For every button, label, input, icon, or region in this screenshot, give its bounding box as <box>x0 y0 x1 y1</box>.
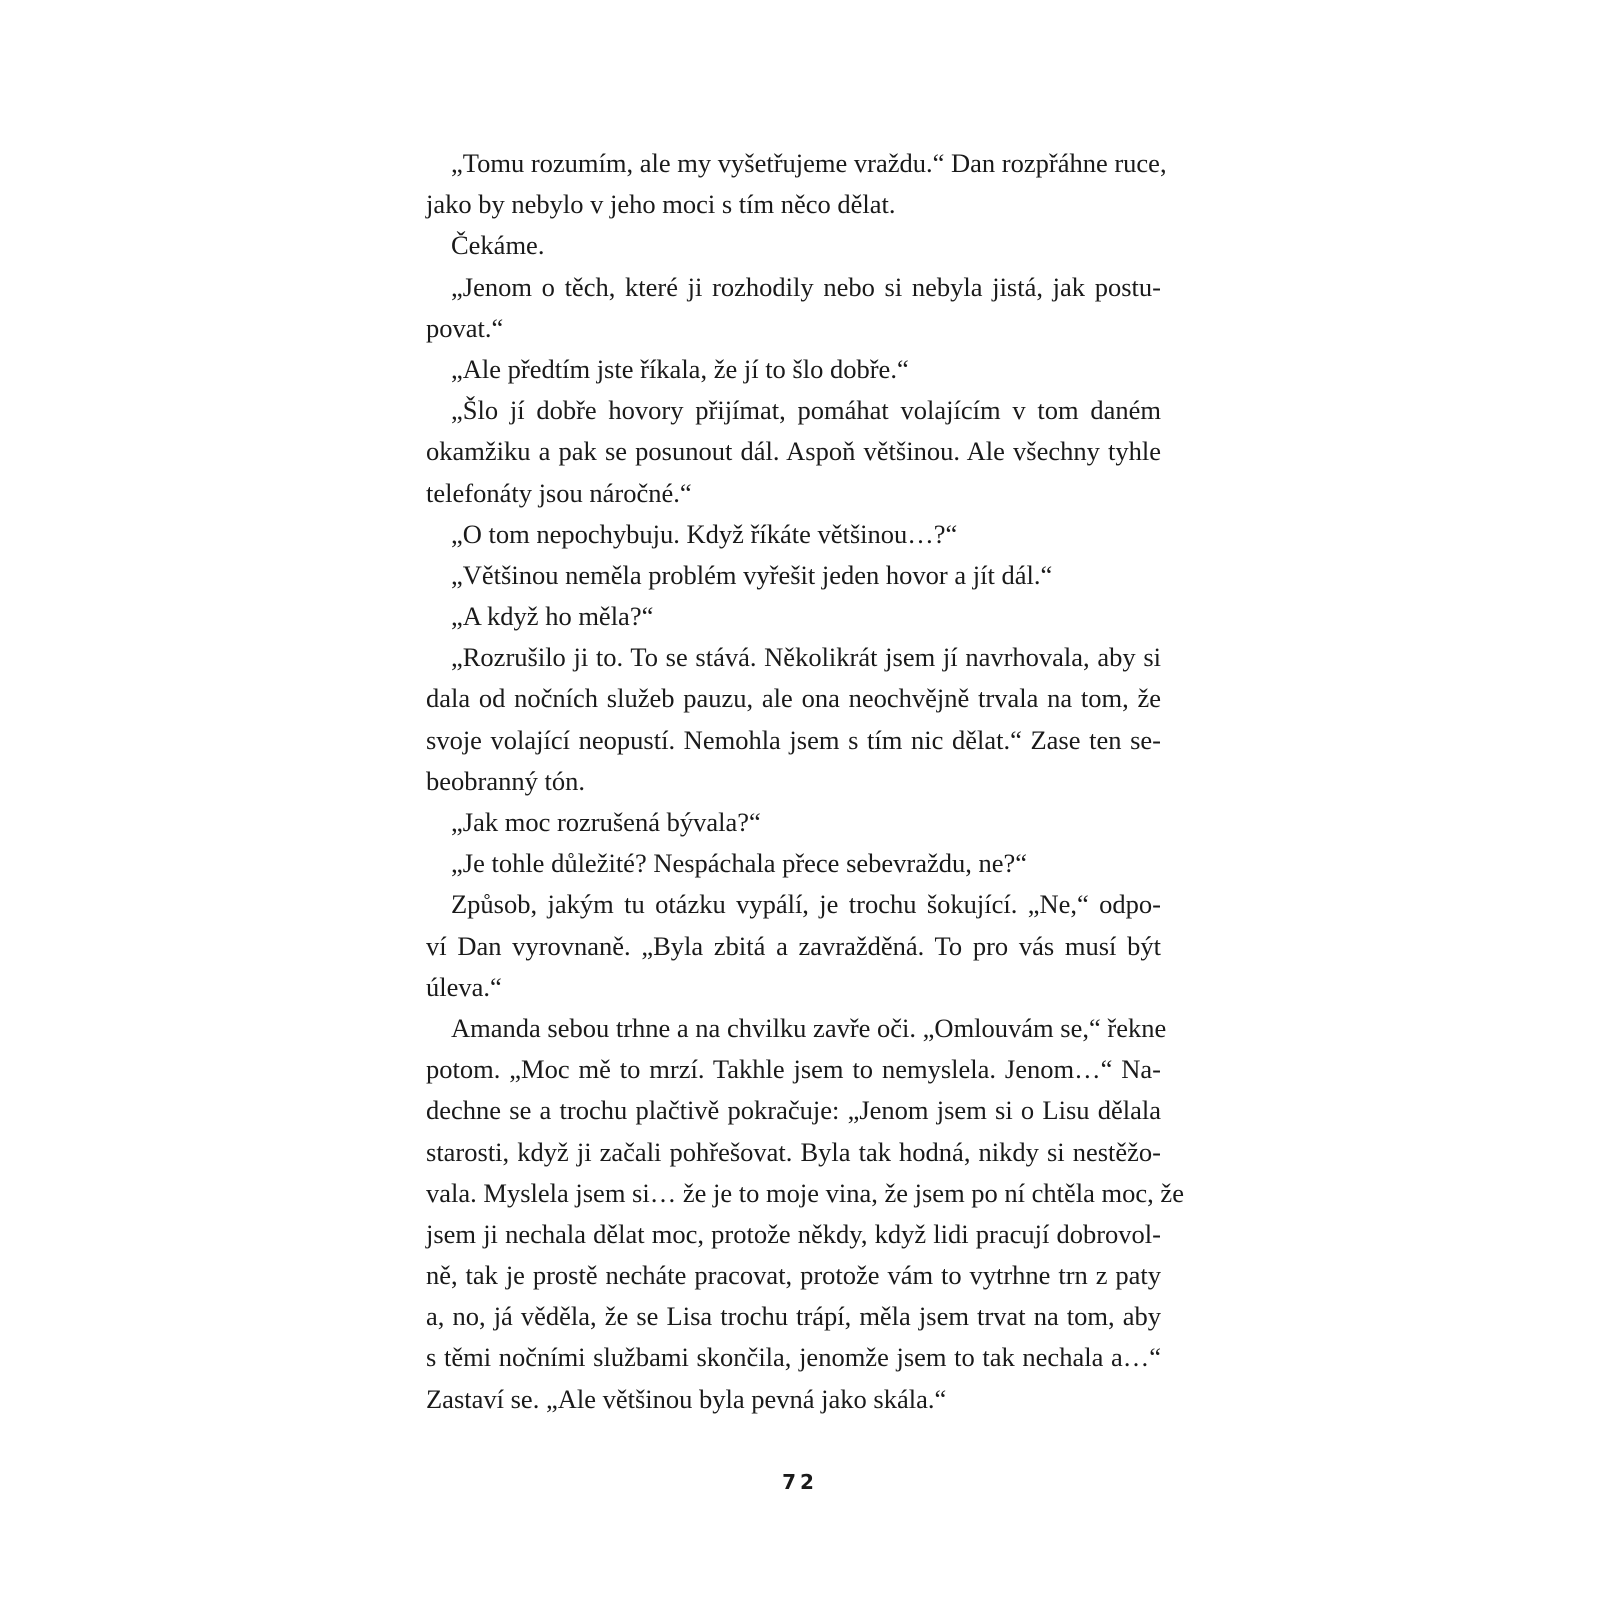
text-line: „Jak moc rozrušená bývala?“ <box>451 807 761 837</box>
text-line: Způsob, jakým tu otázku vypálí, je trochu šokující. „Ne,“ odpo- <box>451 889 1161 920</box>
text-line: potom. „Moc mě to mrzí. Takhle jsem to nemyslela. Jenom…“ Na- <box>426 1054 1161 1085</box>
text-line: ně, tak je prostě necháte pracovat, protože vám to vytrhne trn z paty <box>426 1260 1161 1291</box>
text-line: úleva.“ <box>426 971 502 1002</box>
text-line: „Jenom o těch, které ji rozhodily nebo si nebyla jistá, jak postu- <box>451 271 1161 302</box>
text-line: povat.“ <box>426 312 504 343</box>
text-line: Zastaví se. „Ale většinou byla pevná jako skála.“ <box>426 1383 947 1414</box>
text-line: Amanda sebou trhne a na chvilku zavře oči. „Omlouvám se,“ řekne <box>451 1012 1167 1043</box>
text-line: jsem ji nechala dělat moc, protože někdy, když lidi pracují dobrovol- <box>426 1218 1161 1249</box>
text-line: „A když ho měla?“ <box>451 601 654 632</box>
text-line: telefonáty jsou náročné.“ <box>426 477 692 508</box>
page-number: 72 <box>782 1470 818 1494</box>
text-line: dechne se a trochu plačtivě pokračuje: „Jenom jsem si o Lisu dělala <box>426 1095 1161 1126</box>
body-text <box>426 143 1184 1420</box>
text-line: a, no, já věděla, že se Lisa trochu trápí, měla jsem trvat na tom, aby <box>426 1301 1161 1332</box>
text-line: ví Dan vyrovnaně. „Byla zbitá a zavražděná. To pro vás musí být <box>426 930 1161 961</box>
text-line: „Rozrušilo ji to. To se stává. Několikrát jsem jí navrhovala, aby si <box>451 642 1161 673</box>
text-line: svoje volající neopustí. Nemohla jsem s tím nic dělat.“ Zase ten se- <box>426 724 1161 755</box>
text-line: jako by nebylo v jeho moci s tím něco dělat. <box>426 189 896 220</box>
text-line: Čekáme. <box>451 230 545 261</box>
text-line: „O tom nepochybuju. Když říkáte většinou…?“ <box>451 518 958 549</box>
text-line: „Je tohle důležité? Nespáchala přece sebevraždu, ne?“ <box>451 848 1028 879</box>
text-line: okamžiku a pak se posunout dál. Aspoň většinou. Ale všechny tyhle <box>426 436 1161 467</box>
text-line: „Většinou neměla problém vyřešit jeden hovor a jít dál.“ <box>451 559 1053 590</box>
text-line: dala od nočních služeb pauzu, ale ona neochvějně trvala na tom, že <box>426 683 1161 714</box>
text-line: starosti, když ji začali pohřešovat. Byla tak hodná, nikdy si nestěžo- <box>426 1136 1161 1167</box>
text-line: vala. Myslela jsem si… že je to moje vina, že jsem po ní chtěla moc, že <box>426 1177 1184 1208</box>
text-line: „Tomu rozumím, ale my vyšetřujeme vraždu.“ Dan rozpřáhne ruce, <box>451 148 1167 178</box>
text-line: s těmi nočními službami skončila, jenomže jsem to tak nechala a…“ <box>426 1342 1161 1373</box>
text-line: „Ale předtím jste říkala, že jí to šlo dobře.“ <box>451 353 909 384</box>
text-line: beobranný tón. <box>426 765 585 796</box>
text-line: „Šlo jí dobře hovory přijímat, pomáhat volajícím v tom daném <box>451 395 1161 426</box>
